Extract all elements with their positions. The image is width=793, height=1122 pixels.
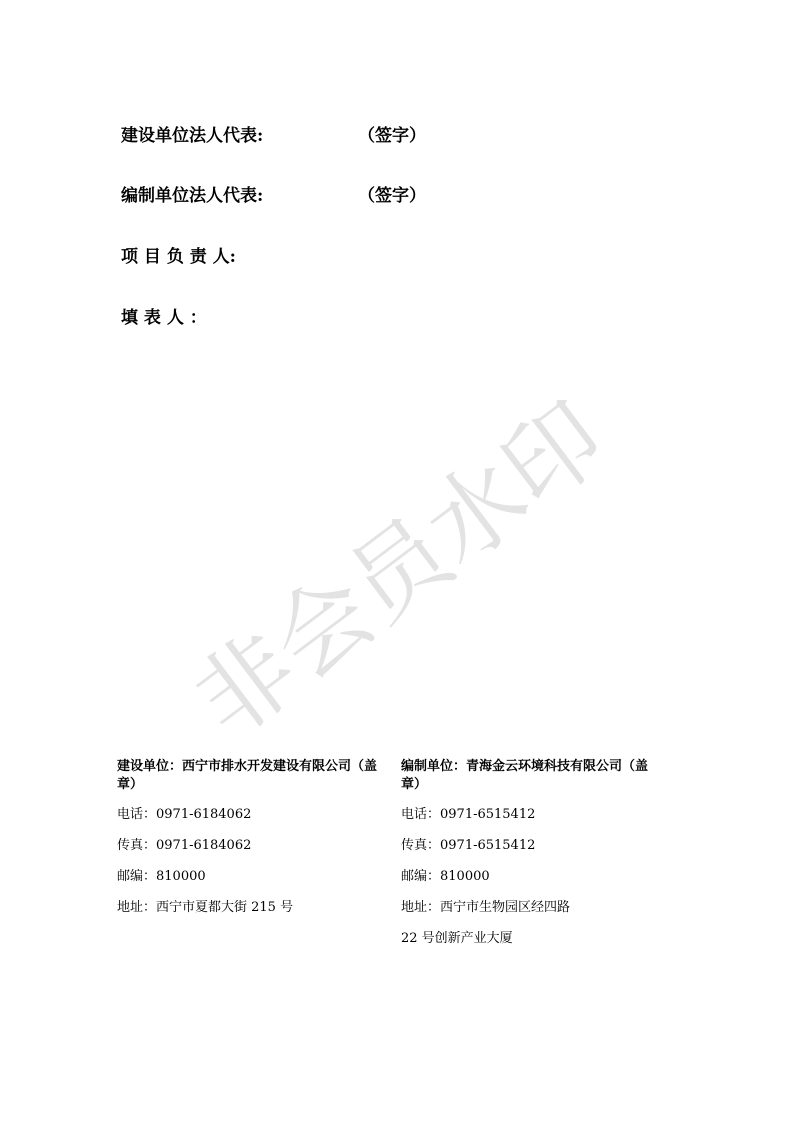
build-unit-signature-note: （签字） <box>358 126 426 146</box>
build-unit-postcode: 邮编：810000 <box>117 869 206 884</box>
compile-unit-title: 编制单位：青海金云环境科技有限公司（盖章） <box>401 759 649 792</box>
compile-unit-phone: 电话：0971-6515412 <box>401 807 536 822</box>
build-unit-fax: 传真：0971-6184062 <box>117 838 252 853</box>
build-unit-address: 地址：西宁市夏都大街 215 号 <box>117 900 294 915</box>
form-filler-label: 填 表 人 ： <box>121 308 207 328</box>
build-unit-legal-rep-label: 建设单位法人代表: <box>121 126 264 146</box>
project-lead-label: 项 目 负 责 人: <box>121 247 236 267</box>
build-unit-info <box>117 758 382 930</box>
compile-unit-postcode: 邮编：810000 <box>401 869 490 884</box>
compile-unit-address-line1: 地址：西宁市生物园区经四路 <box>401 900 571 915</box>
build-unit-phone: 电话：0971-6184062 <box>117 807 252 822</box>
compile-unit-info <box>401 758 651 961</box>
compile-unit-legal-rep-label: 编制单位法人代表: <box>121 186 264 206</box>
compile-unit-fax: 传真：0971-6515412 <box>401 838 536 853</box>
compile-unit-signature-note: （签字） <box>358 186 426 206</box>
build-unit-title: 建设单位：西宁市排水开发建设有限公司（盖章） <box>117 759 378 792</box>
non-member-watermark: 非会员水印 <box>174 380 626 760</box>
compile-unit-address-line2: 22 号创新产业大厦 <box>401 931 513 946</box>
